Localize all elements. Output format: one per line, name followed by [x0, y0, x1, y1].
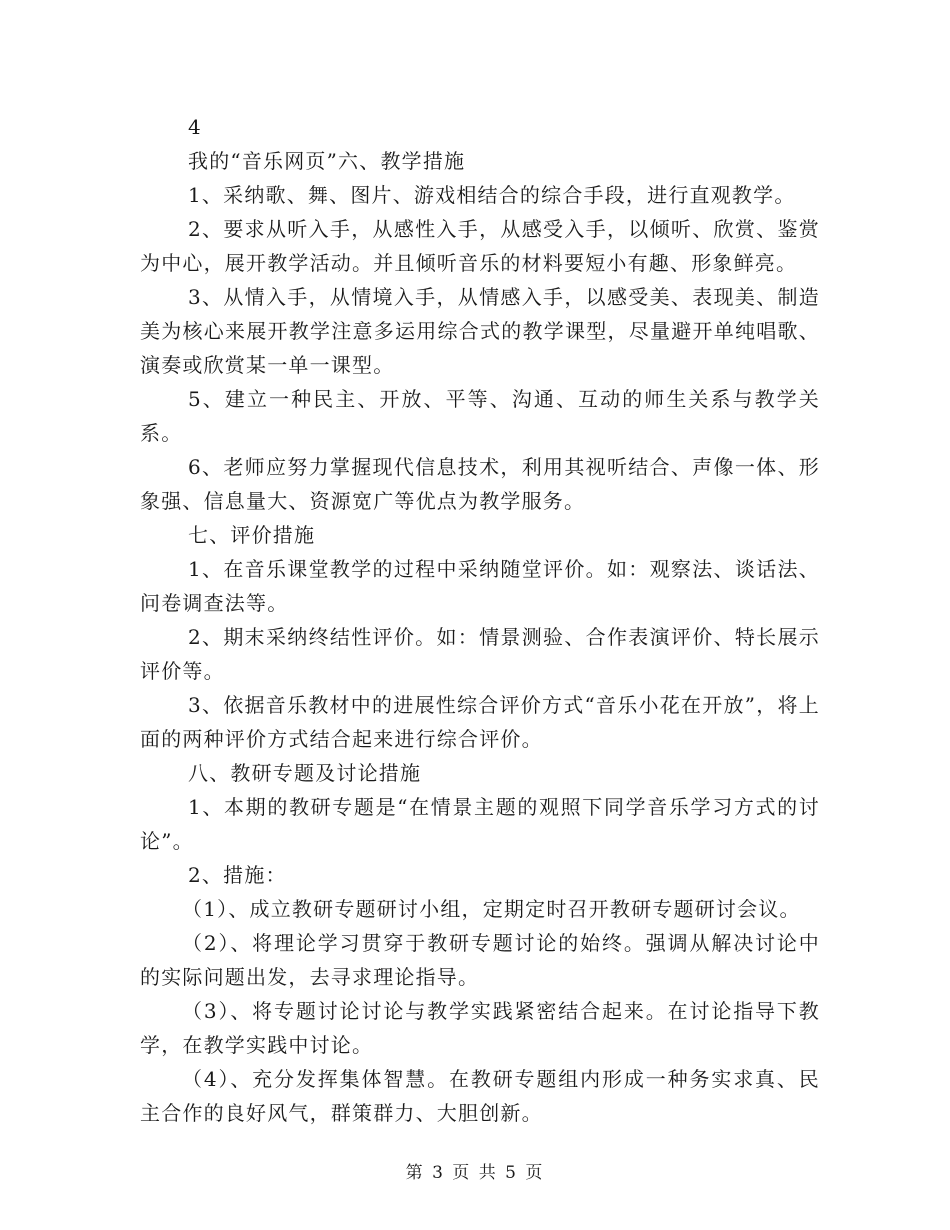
paragraph-evaluation-1: 1、在音乐课堂教学的过程中采纳随堂评价。如：观察法、谈话法、问卷调查法等。: [140, 557, 820, 615]
paragraph-measure-2: 2、要求从听入手，从感性入手，从感受入手，以倾听、欣赏、鉴赏为中心，展开教学活动。并且倾听音乐的材料要短小有趣、形象鲜亮。: [140, 217, 820, 275]
paragraph-measure-5: 5、建立一种民主、开放、平等、沟通、互动的师生关系与教学关系。: [140, 387, 820, 445]
paragraph-evaluation-3: 3、依据音乐教材中的进展性综合评价方式“音乐小花在开放”，将上面的两种评价方式结合起来进行综合评价。: [140, 693, 820, 751]
paragraph-measure-6: 6、老师应努力掌握现代信息技术，利用其视听结合、声像一体、形象强、信息量大、资源宽广等优点为教学服务。: [140, 455, 820, 513]
paragraph-research-sub-1: （1）、成立教研专题研讨小组，定期定时召开教研专题研讨会议。: [182, 897, 801, 921]
paragraph-evaluation-2: 2、期末采纳终结性评价。如：情景测验、合作表演评价、特长展示评价等。: [140, 625, 820, 683]
paragraph-research-sub-2: （2）、将理论学习贯穿于教研专题讨论的始终。强调从解决讨论中的实际问题出发，去寻求理论指导。: [140, 931, 820, 989]
paragraph-research-1: 1、本期的教研专题是“在情景主题的观照下同学音乐学习方式的讨论”。: [140, 795, 820, 853]
paragraph-measure-3: 3、从情入手，从情境入手，从情感入手，以感受美、表现美、制造美为核心来展开教学注意多运用综合式的教学课型，尽量避开单纯唱歌、演奏或欣赏某一单一课型。: [140, 285, 820, 377]
page-number-marker: 4: [188, 115, 202, 139]
paragraph-research-2: 2、措施：: [188, 863, 287, 887]
document-body: [140, 110, 820, 1130]
paragraph-research-sub-3: （3）、将专题讨论讨论与教学实践紧密结合起来。在讨论指导下教学，在教学实践中讨论。: [140, 999, 820, 1057]
section-heading-measures: 我的“音乐网页”六、教学措施: [188, 149, 466, 173]
page-footer: 第 3 页 共 5 页: [405, 1163, 545, 1183]
section-heading-research: 八、教研专题及讨论措施: [188, 761, 422, 785]
paragraph-measure-1: 1、采纳歌、舞、图片、游戏相结合的综合手段，进行直观教学。: [188, 183, 796, 207]
section-heading-evaluation: 七、评价措施: [188, 523, 316, 547]
paragraph-research-sub-4: （4）、充分发挥集体智慧。在教研专题组内形成一种务实求真、民主合作的良好风气，群策群力、大胆创新。: [140, 1067, 820, 1125]
